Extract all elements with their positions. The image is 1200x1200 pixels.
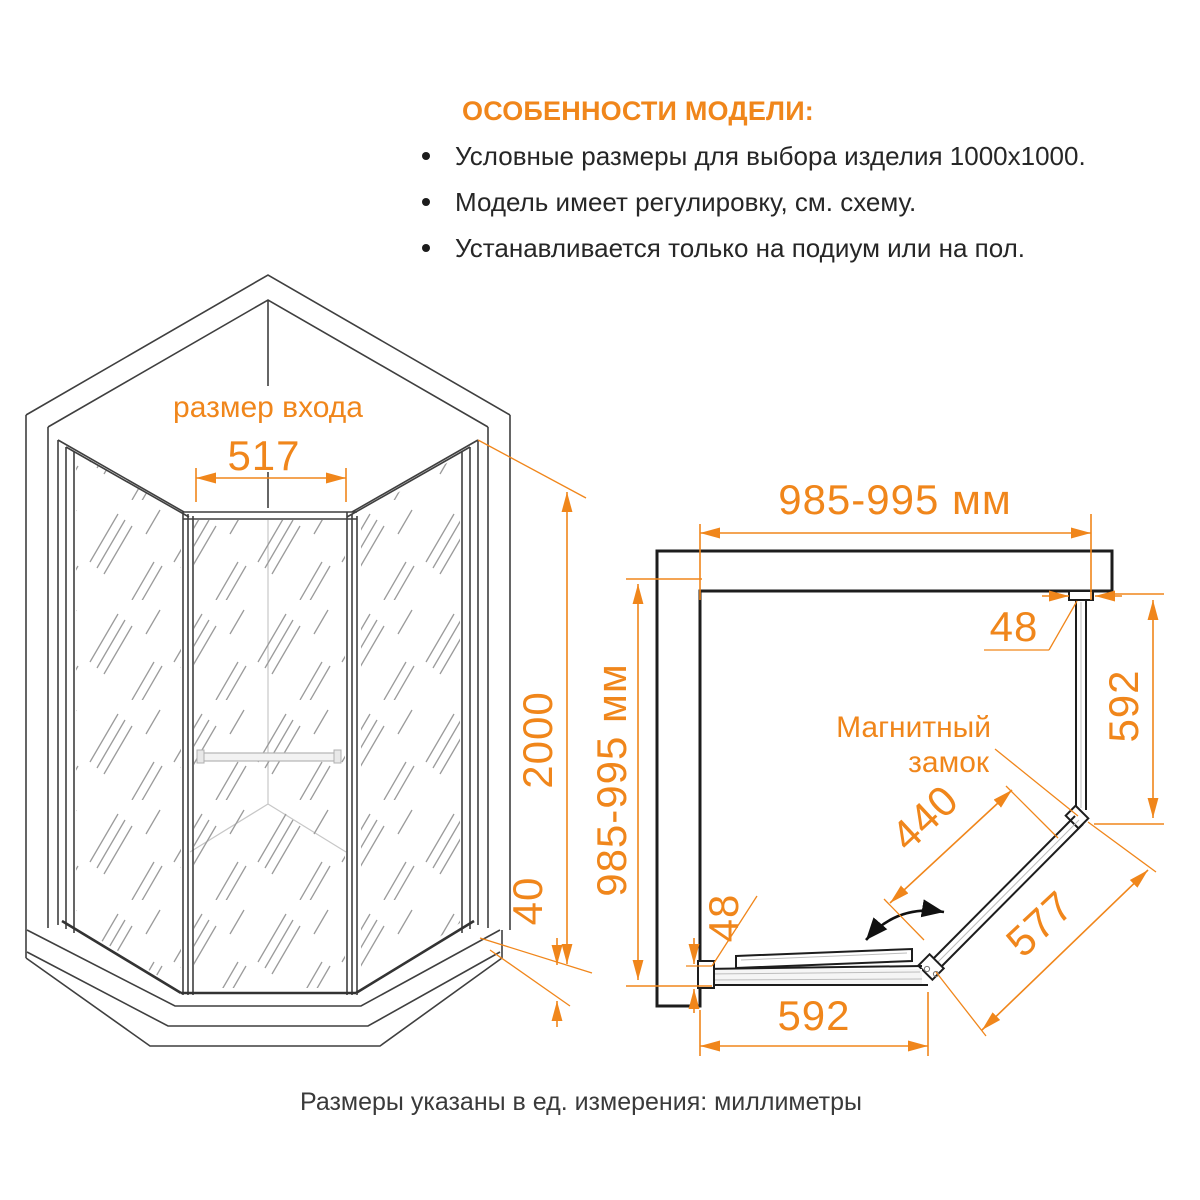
feature-text: Модель имеет регулировку, см. схему. (455, 187, 917, 217)
door-opening-value: 440 (881, 775, 968, 860)
plan-dim-right (1094, 594, 1164, 824)
plan-right-panel (1066, 591, 1093, 828)
plan-dim-profile-top (984, 596, 1122, 650)
diagonal-panel-value: 577 (996, 881, 1083, 966)
glass-panel-left (76, 452, 181, 990)
plan-width-value: 985-995 мм (778, 476, 1012, 523)
profile-bottom-value: 48 (700, 893, 747, 943)
feature-text: Устанавливается только на подиум или на пол. (455, 233, 1026, 263)
magnet-label-line2: замок (908, 746, 989, 779)
entry-label: размер входа (173, 391, 363, 424)
plan-depth-value: 985-995 мм (588, 663, 635, 897)
magnet-label-line1: Магнитный (836, 711, 991, 744)
side-right-value: 592 (1100, 669, 1147, 743)
features-heading: ОСОБЕННОСТИ МОДЕЛИ: (462, 96, 814, 126)
tray-height-value: 40 (504, 876, 551, 926)
glass-panel-right (361, 455, 460, 990)
door-swing-arrow (866, 911, 944, 940)
iso-view (26, 275, 592, 1046)
units-note: Размеры указаны в ед. измерения: миллиметры (300, 1088, 862, 1116)
side-bottom-value: 592 (777, 992, 851, 1039)
plan-dim-bottom (700, 992, 928, 1056)
height-value: 2000 (514, 691, 561, 789)
profile-top-value: 48 (989, 603, 1039, 650)
entry-width-value: 517 (227, 432, 301, 479)
plan-view (588, 476, 1164, 1056)
plan-door-open (736, 949, 912, 968)
feature-text: Условные размеры для выбора изделия 1000x1000. (455, 141, 1086, 171)
iso-glass-panels (76, 452, 460, 990)
plan-dim-diagonal (936, 822, 1156, 1036)
